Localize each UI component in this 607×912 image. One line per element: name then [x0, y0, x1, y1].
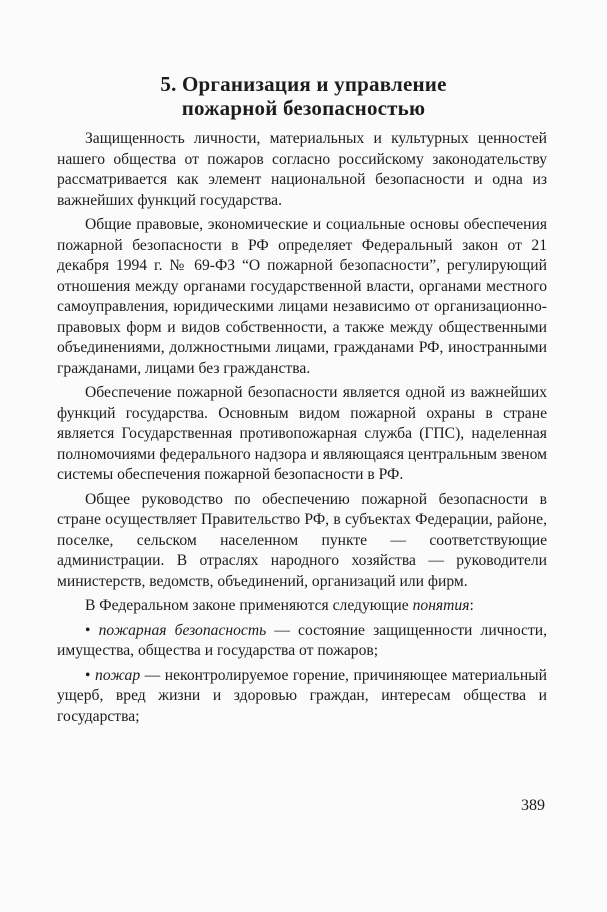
chapter-title-line-2: пожарной безопасностью	[181, 96, 426, 120]
bullet-marker: •	[85, 666, 91, 684]
definition-term: пожарная безопасность	[98, 621, 267, 639]
definition-item	[57, 666, 547, 728]
definition-text: — неконтролируемое горение, причиняющее материальный ущерб, вред жизни и здоровью граждан, интересам общества и государства;	[57, 666, 547, 725]
definition-item	[57, 621, 547, 662]
paragraph: Общее руководство по обеспечению пожарной безопасности в стране осуществляет Правительство РФ, в субъектах Федерации, районе, поселке, сельском населенном пункте — соответствующие администрации. В отраслях народного хозяйства — руководители министерств, ведомств, объединений, организаций или фирм.	[57, 490, 547, 590]
concepts-term: понятия	[412, 597, 470, 614]
paragraph: Защищенность личности, материальных и культурных ценностей нашего общества от пожаров согласно российскому законодательству рассматривается как элемент национальной безопасности и одна из важнейших функций государства.	[57, 130, 547, 209]
concepts-intro-paragraph	[57, 596, 547, 617]
definition-text: — состояние защищенности личности, имущества, общества и государства от пожаров;	[57, 621, 548, 659]
paragraph: Обеспечение пожарной безопасности является одной из важнейших функций государства. Основным видом пожарной охраны в стране является Государственная противопожарная служба (ГПС), наделенная полномочиями федерального надзора и являющаяся центральным звеном системы обеспечения пожарной безопасности в РФ.	[57, 384, 547, 483]
page-number: 389	[521, 797, 545, 814]
chapter-title-line-1: 5. Организация и управление	[160, 72, 447, 96]
concepts-intro-end: :	[469, 597, 474, 614]
definition-term: пожар	[95, 666, 141, 684]
paragraph: Общие правовые, экономические и социальные основы обеспечения пожарной безопасности в РФ определяет Федеральный закон от 21 декабря 1994 г. № 69-ФЗ “О пожарной безопасности”, регулирующий отношения между органами государственной власти, органами местного самоуправления, юридическими лицами независимо от организационно-правовых форм и видов собственности, а также между общественными объединениями, должностными лицами, гражданами РФ, иностранными гражданами, лицами без гражданства.	[57, 216, 547, 377]
concepts-intro-text: В Федеральном законе применяются следующие	[85, 597, 413, 614]
body-text	[57, 129, 547, 731]
chapter-heading	[60, 72, 547, 120]
bullet-marker: •	[85, 621, 91, 639]
